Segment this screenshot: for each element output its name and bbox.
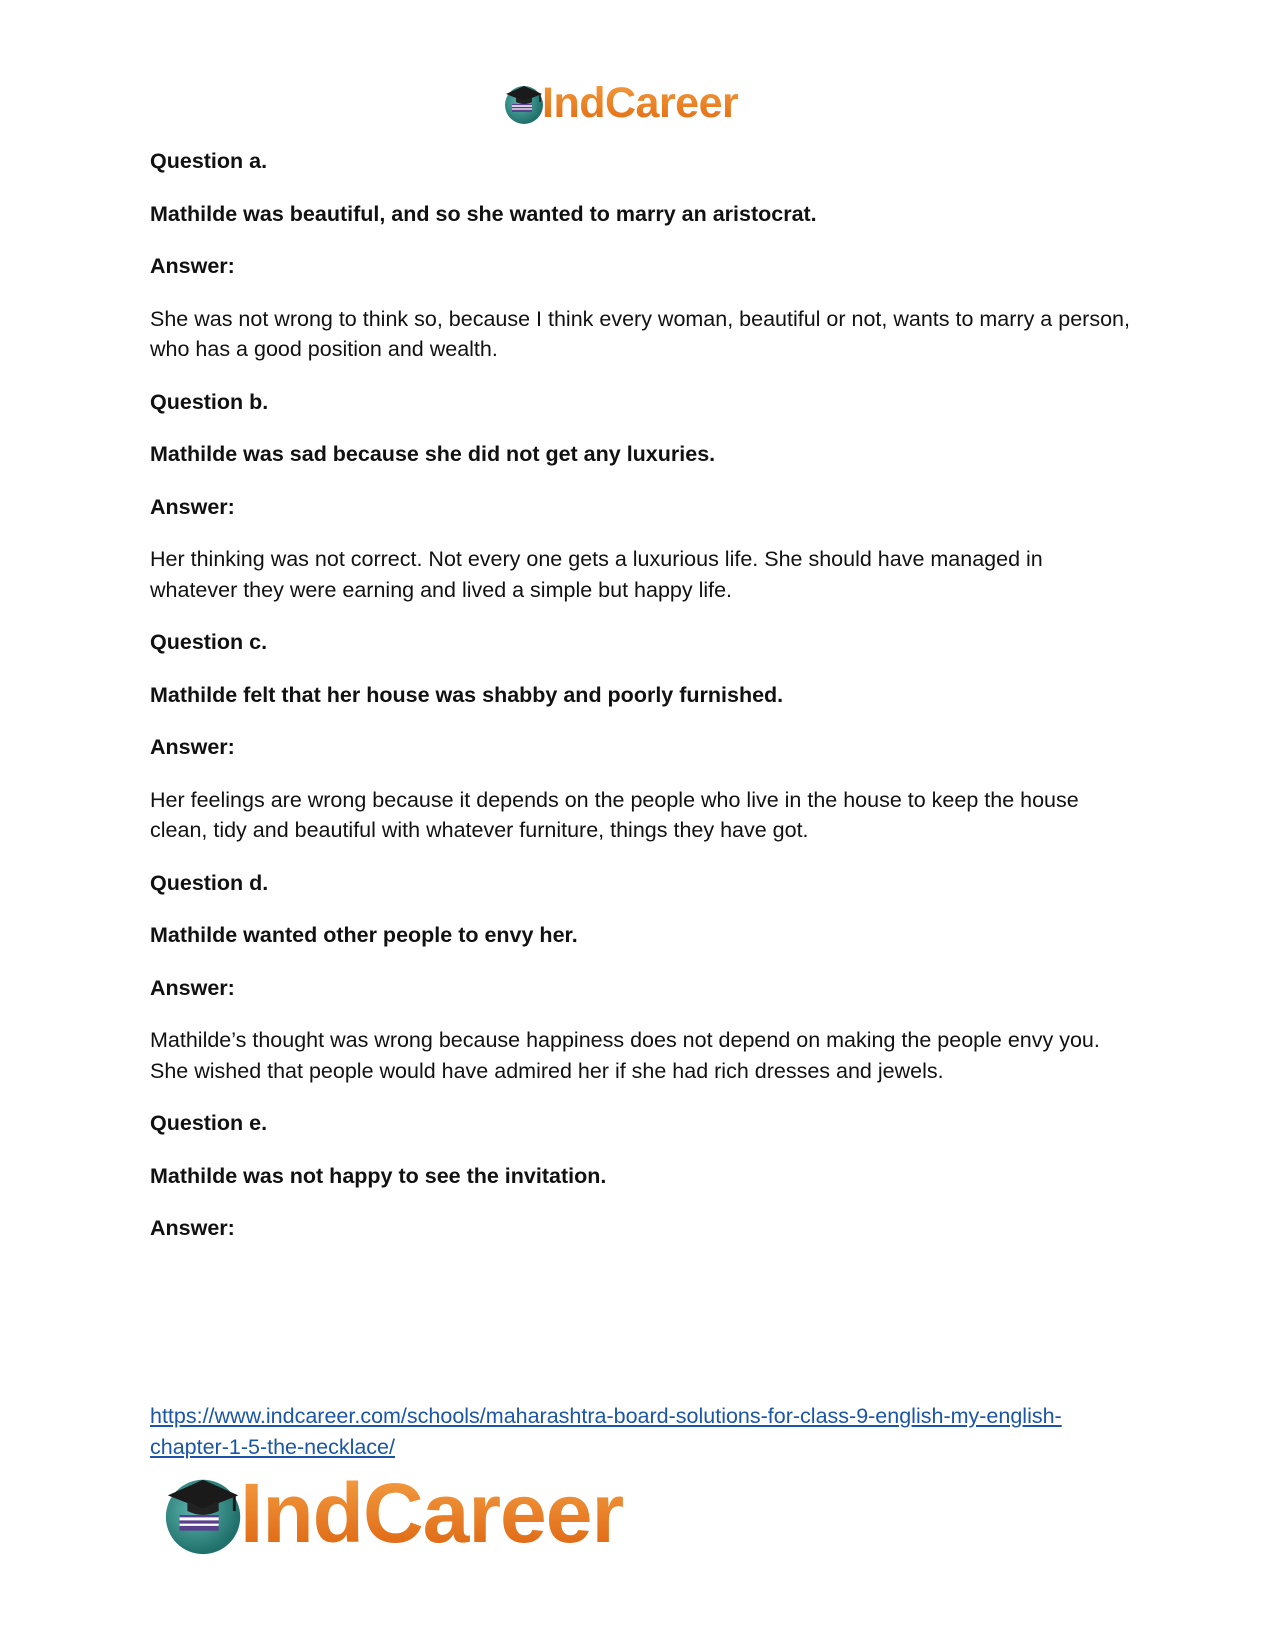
answer-label: Answer: <box>150 494 235 519</box>
answer-text: She was not wrong to think so, because I think every woman, beautiful or not, wants to marry a person, who has a good position and wealth. <box>150 306 1130 361</box>
answer-text: Her feelings are wrong because it depends on the people who live in the house to keep the house clean, tidy and beautiful with whatever furniture, things they have got. <box>150 787 1079 842</box>
graduation-globe-icon <box>160 1468 250 1558</box>
header-logo <box>502 78 738 128</box>
question-label: Question d. <box>150 870 269 895</box>
answer-label: Answer: <box>150 975 235 1000</box>
question-label: Question c. <box>150 630 268 654</box>
question-label: Question e. <box>150 1111 268 1135</box>
question-label: Question a. <box>150 149 268 173</box>
answer-label: Answer: <box>150 254 235 278</box>
header-logo-text: IndCareer <box>542 78 739 127</box>
footer-logo-text: IndCareer <box>240 1466 624 1560</box>
question-text: Mathilde felt that her house was shabby and poorly furnished. <box>150 682 784 707</box>
answer-text: Her thinking was not correct. Not every one gets a luxurious life. She should have managed in whatever they were earning and lived a simple but happy life. <box>150 547 1043 602</box>
question-label: Question b. <box>150 389 269 414</box>
footer-logo <box>160 1468 623 1558</box>
question-text: Mathilde wanted other people to envy her. <box>150 923 578 947</box>
question-text: Mathilde was beautiful, and so she wanted to marry an aristocrat. <box>150 201 817 226</box>
qa-content <box>150 146 1130 1244</box>
answer-label: Answer: <box>150 1216 235 1240</box>
answer-label: Answer: <box>150 735 235 759</box>
source-link[interactable]: https://www.indcareer.com/schools/maharashtra-board-solutions-for-class-9-english-my-english-chapter-1-5-the-necklace/ <box>150 1404 1062 1459</box>
question-text: Mathilde was sad because she did not get any luxuries. <box>150 442 716 466</box>
answer-text: Mathilde’s thought was wrong because happiness does not depend on making the people envy you. She wished that people would have admired her if she had rich dresses and jewels. <box>150 1028 1100 1083</box>
question-text: Mathilde was not happy to see the invitation. <box>150 1163 607 1188</box>
